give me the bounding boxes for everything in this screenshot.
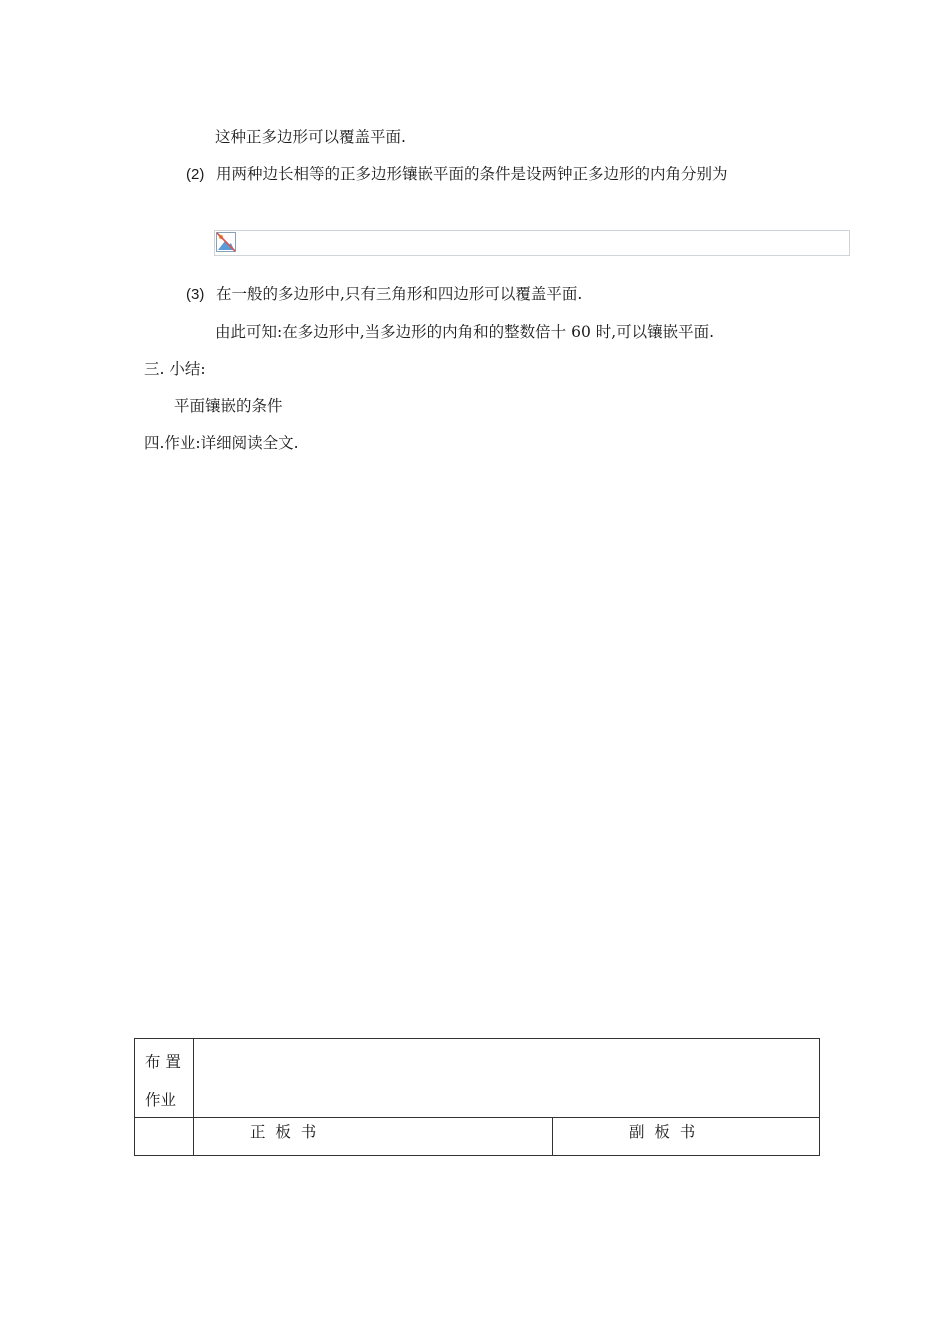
item-number-2: (2) — [186, 166, 205, 183]
homework-label-line-2: 作业 — [145, 1091, 177, 1109]
section-4-heading: 四.作业:详细阅读全文. — [144, 434, 299, 452]
item-number-3: (3) — [186, 286, 205, 303]
homework-row — [135, 1039, 820, 1118]
section-3-heading: 三. 小结: — [144, 360, 206, 378]
side-board-cell — [553, 1118, 820, 1156]
paragraph-4: 由此可知:在多边形中,当多边形的内角和的整数倍十 60 时,可以镶嵌平面. — [215, 323, 715, 341]
board-table — [134, 1038, 820, 1156]
paragraph-3-text: 在一般的多边形中,只有三角形和四边形可以覆盖平面. — [216, 285, 583, 303]
board-row — [135, 1118, 820, 1156]
paragraph-2 — [186, 164, 728, 185]
homework-label-line-1: 布 置 — [145, 1053, 181, 1071]
paragraph-2-text: 用两种边长相等的正多边形镶嵌平面的条件是设两钟正多边形的内角分别为 — [216, 165, 728, 183]
homework-content-cell — [194, 1039, 820, 1118]
main-board-label: 正 板 书 — [250, 1123, 317, 1141]
main-board-cell — [194, 1118, 553, 1156]
broken-image-icon — [216, 232, 236, 252]
paragraph-3 — [186, 284, 582, 305]
section-3-body: 平面镶嵌的条件 — [174, 397, 283, 415]
homework-label-cell — [135, 1039, 194, 1118]
side-board-label: 副 板 书 — [629, 1123, 696, 1141]
broken-image-placeholder — [214, 230, 850, 256]
board-empty-cell — [135, 1118, 194, 1156]
paragraph-1: 这种正多边形可以覆盖平面. — [215, 128, 406, 146]
